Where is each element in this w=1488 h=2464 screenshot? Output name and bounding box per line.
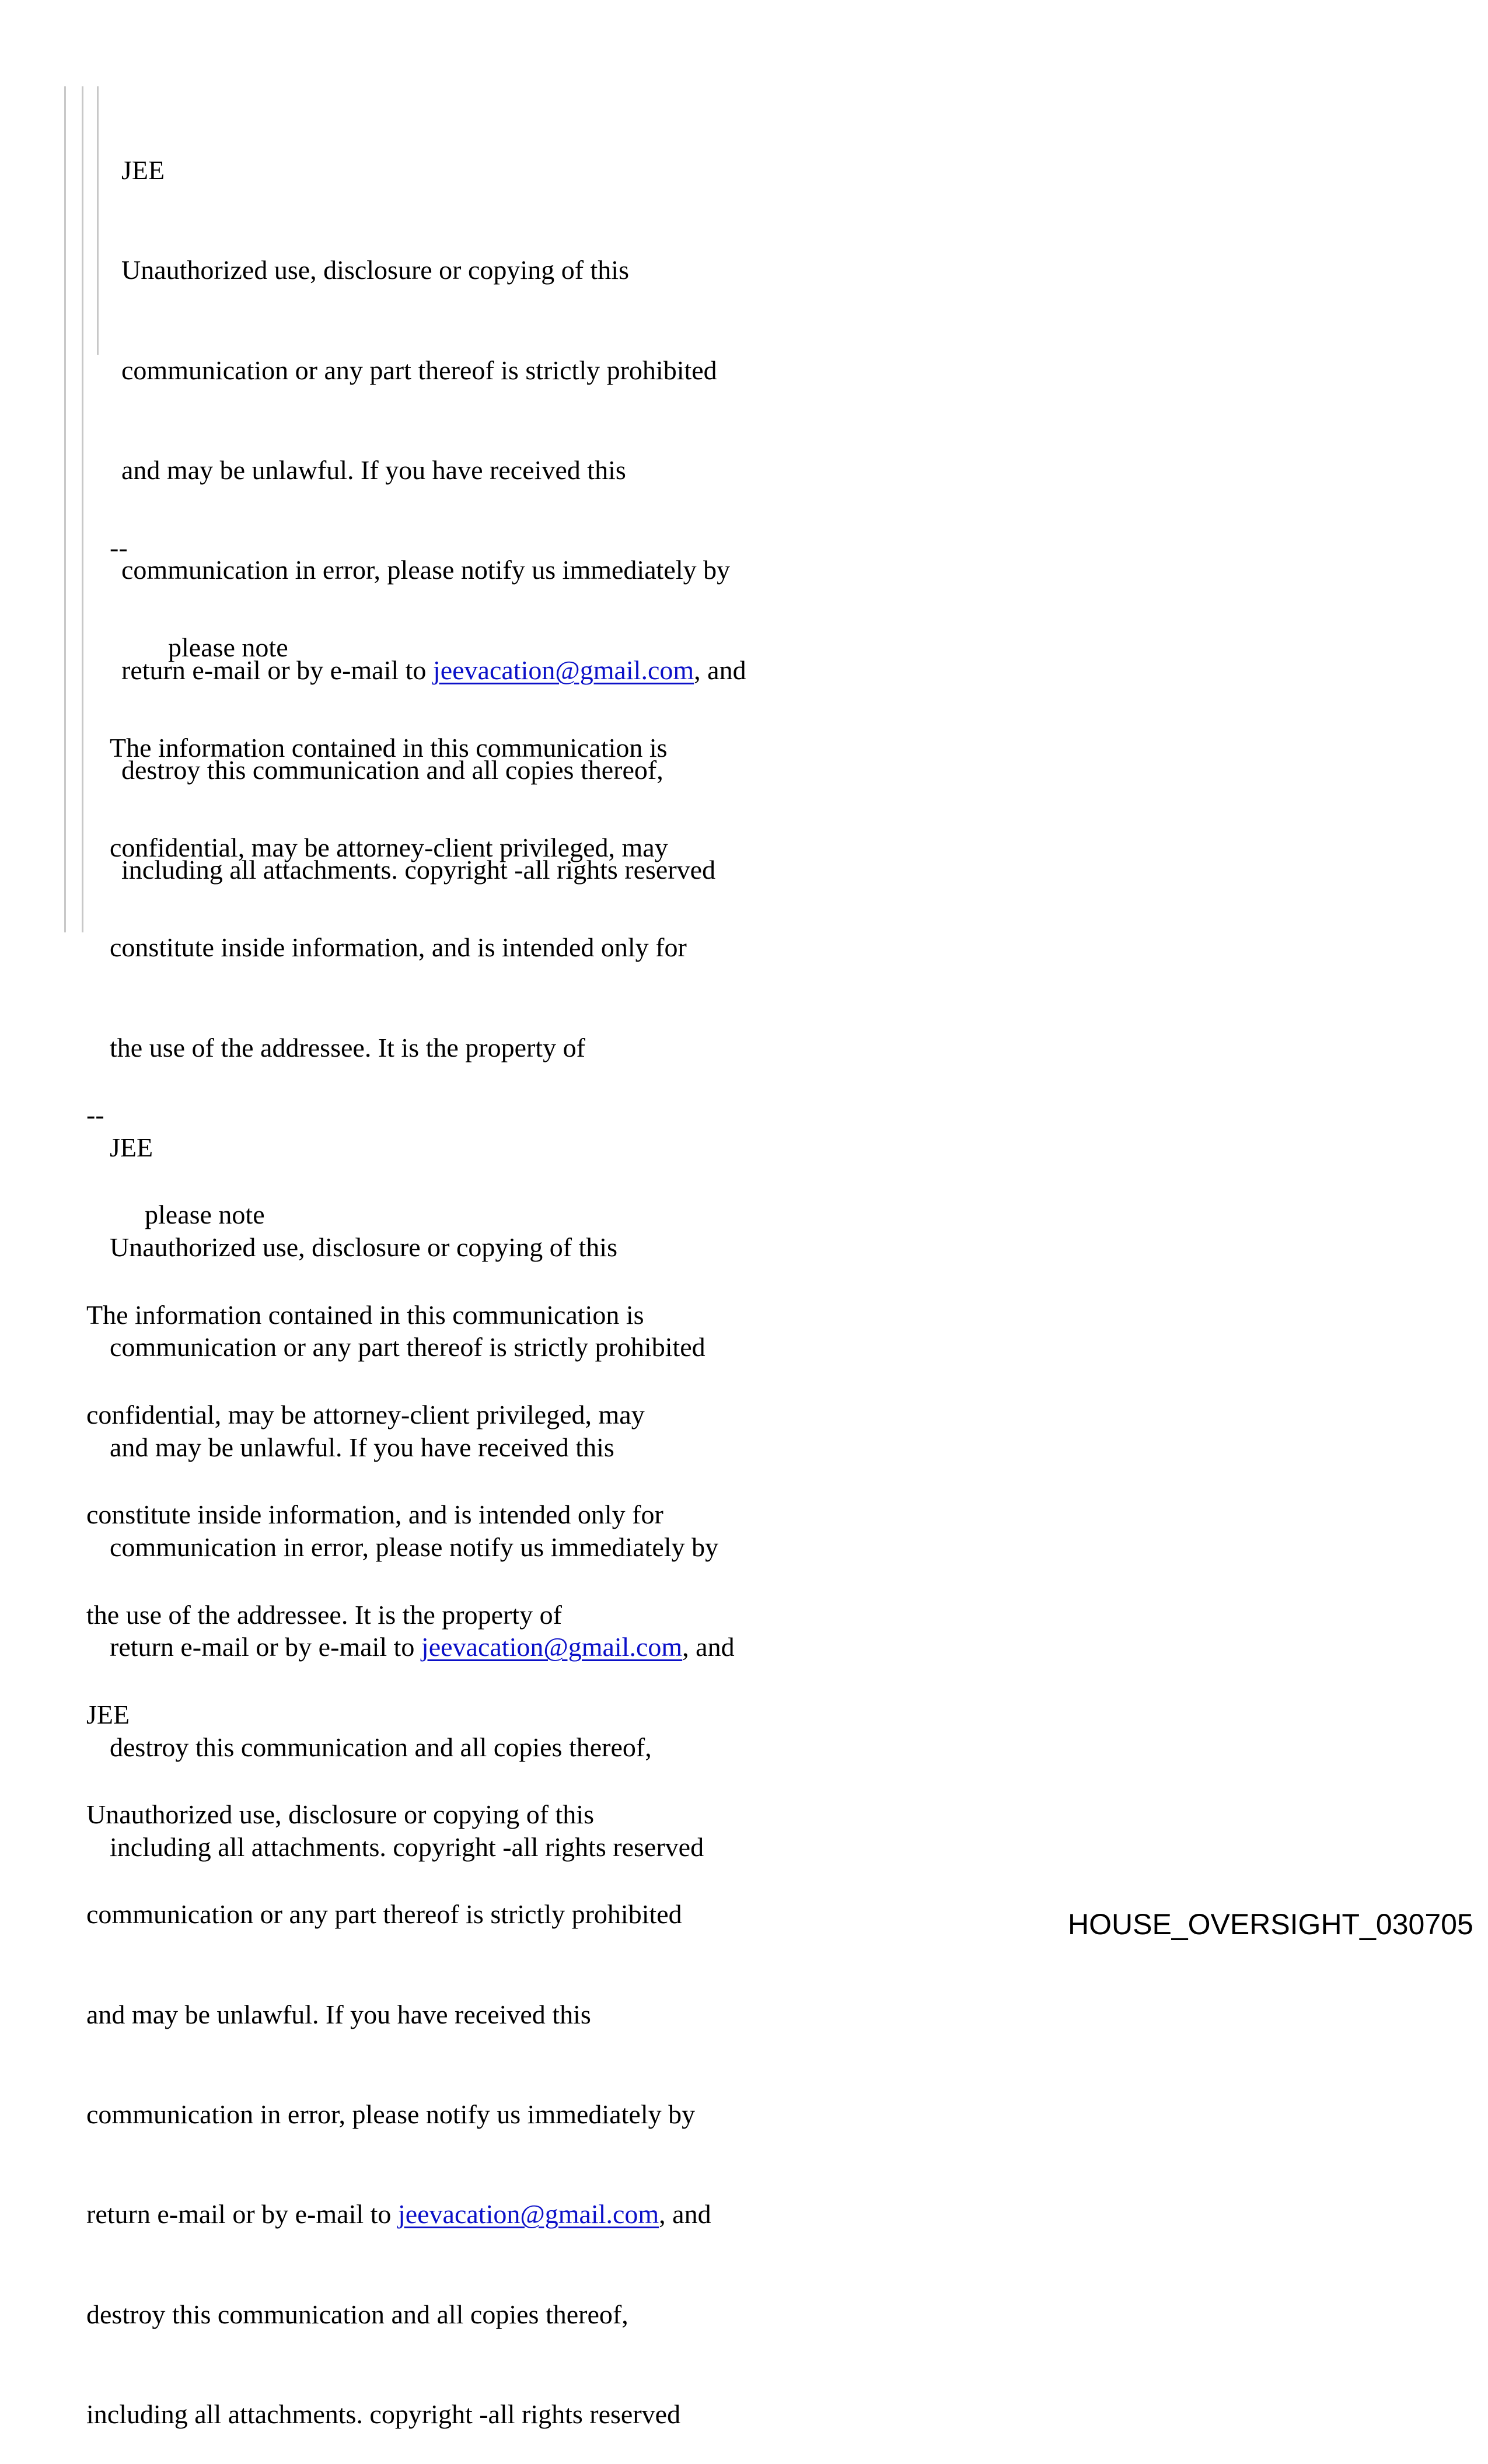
disclaimer-line: The information contained in this communication is	[110, 732, 668, 763]
signature-separator: --	[86, 1100, 104, 1130]
return-email-prefix: return e-mail or by e-mail to	[110, 1632, 421, 1662]
quote-bar-middle	[82, 86, 83, 932]
signature-separator: --	[110, 533, 128, 563]
disclaimer-line: JEE	[110, 1132, 153, 1162]
disclaimer-line: confidential, may be attorney-client privileged, may	[86, 1400, 645, 1430]
email-link[interactable]: jeevacation@gmail.com	[397, 2199, 659, 2229]
please-note-label: please note	[145, 1200, 265, 1230]
email-link[interactable]: jeevacation@gmail.com	[432, 655, 694, 685]
return-email-suffix: , and	[659, 2199, 711, 2229]
disclaimer-line: confidential, may be attorney-client privileged, may	[110, 833, 668, 863]
return-email-suffix: , and	[694, 655, 746, 685]
quote-bar-inner	[97, 86, 99, 355]
disclaimer-line: destroy this communication and all copies thereof,	[121, 754, 663, 785]
disclaimer-line: the use of the addressee. It is the property of	[86, 1599, 562, 1630]
quote-bar-outer	[64, 86, 66, 932]
return-email-suffix: , and	[682, 1632, 735, 1662]
disclaimer-line: communication or any part thereof is strictly prohibited	[86, 1899, 682, 1930]
return-email-line	[86, 2197, 711, 2231]
disclaimer-line: and may be unlawful. If you have received this	[110, 1432, 614, 1462]
disclaimer-line: communication in error, please notify us immediately by	[121, 555, 731, 585]
disclaimer-line: destroy this communication and all copies thereof,	[110, 1732, 652, 1762]
disclaimer-line: constitute inside information, and is intended only for	[110, 932, 687, 963]
disclaimer-line: including all attachments. copyright -all rights reserved	[121, 855, 716, 885]
disclaimer-line: Unauthorized use, disclosure or copying of this	[86, 1799, 594, 1830]
disclaimer-line: including all attachments. copyright -all rights reserved	[86, 2399, 681, 2429]
disclaimer-line: communication or any part thereof is strictly prohibited	[121, 355, 717, 385]
disclaimer-line: Unauthorized use, disclosure or copying of this	[110, 1232, 617, 1263]
bates-number: HOUSE_OVERSIGHT_030705	[1068, 1908, 1473, 1941]
disclaimer-line: communication in error, please notify us immediately by	[86, 2099, 696, 2129]
email-link[interactable]: jeevacation@gmail.com	[421, 1632, 683, 1662]
please-note-label: please note	[168, 632, 288, 663]
return-email-prefix: return e-mail or by e-mail to	[121, 655, 433, 685]
disclaimer-line: destroy this communication and all copies thereof,	[86, 2299, 628, 2329]
return-email-prefix: return e-mail or by e-mail to	[86, 2199, 398, 2229]
disclaimer-line: and may be unlawful. If you have received this	[86, 1999, 591, 2029]
disclaimer-line: Unauthorized use, disclosure or copying of this	[121, 255, 629, 285]
disclaimer-line: JEE	[121, 155, 165, 186]
disclaimer-line: and may be unlawful. If you have received this	[121, 455, 626, 485]
disclaimer-line: communication or any part thereof is strictly prohibited	[110, 1332, 705, 1362]
disclaimer-line: the use of the addressee. It is the property of	[110, 1032, 585, 1063]
disclaimer-line: constitute inside information, and is intended only for	[86, 1500, 663, 1530]
disclaimer-line: including all attachments. copyright -all rights reserved	[110, 1832, 704, 1862]
disclaimer-line: JEE	[86, 1699, 130, 1729]
disclaimer-line: communication in error, please notify us immediately by	[110, 1532, 719, 1562]
signature-disclaimer	[86, 1032, 711, 2464]
disclaimer-line: The information contained in this communication is	[86, 1299, 644, 1330]
